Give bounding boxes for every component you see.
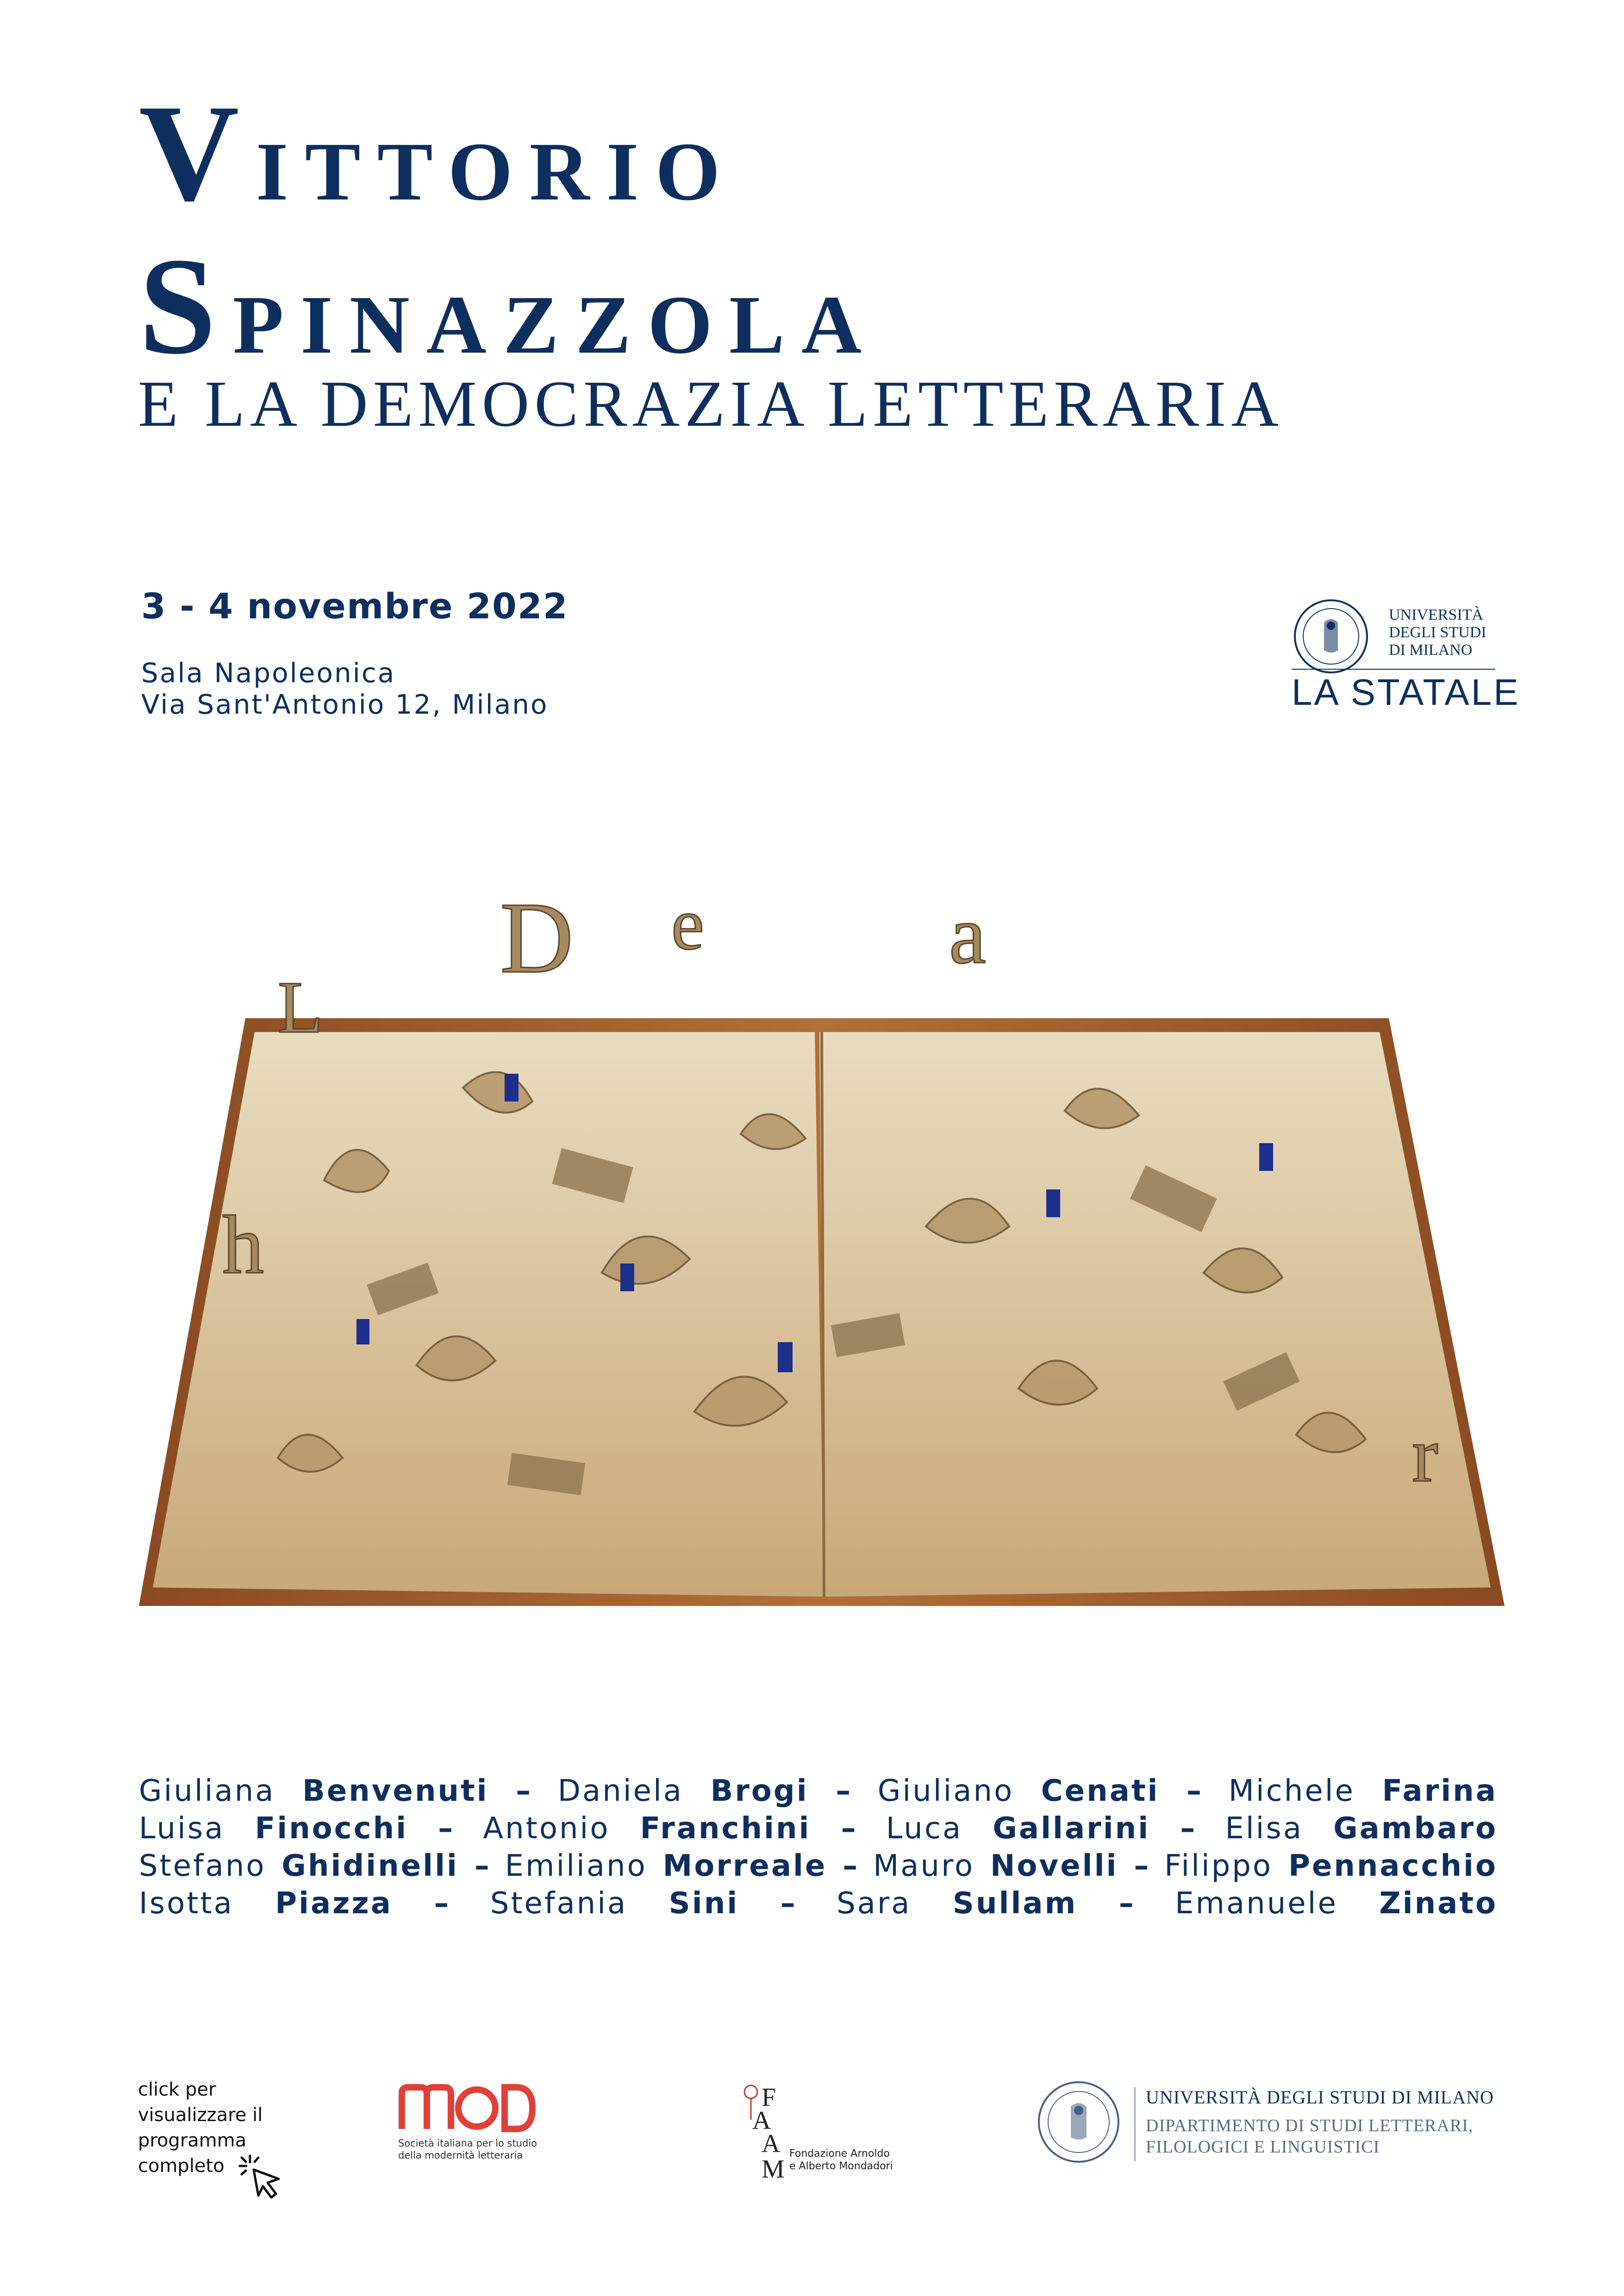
- speaker-last-name: Pennacchio: [1288, 1849, 1498, 1883]
- speaker-last-name: Gambaro: [1333, 1811, 1498, 1846]
- speaker-last-name: Finocchi: [255, 1811, 408, 1846]
- speaker-last-name: Piazza: [275, 1886, 393, 1921]
- speaker-last-name: Gallarini: [993, 1811, 1150, 1846]
- mod-caption-line: della modernità letteraria: [398, 2150, 523, 2161]
- svg-text:r: r: [1412, 1411, 1438, 1498]
- event-location: [141, 657, 549, 720]
- speaker-first-name: Stefania: [490, 1886, 628, 1921]
- speaker-separator: –: [474, 1849, 489, 1883]
- department-divider: [1134, 2087, 1136, 2161]
- speaker-first-name: Luisa: [139, 1811, 225, 1846]
- speaker-separator: –: [1180, 1811, 1195, 1846]
- speaker-separator: –: [843, 1849, 858, 1883]
- speaker-last-name: Morreale: [662, 1849, 827, 1883]
- speaker-last-name: Benvenuti: [302, 1774, 489, 1808]
- speaker-last-name: Cenati: [1041, 1774, 1160, 1808]
- speaker-last-name: Ghidinelli: [281, 1849, 459, 1883]
- svg-text:D: D: [500, 881, 574, 994]
- cursor-click-icon[interactable]: [236, 2152, 287, 2203]
- speaker-last-name: Sullam: [952, 1886, 1078, 1921]
- mod-caption-line: Società italiana per lo studio: [398, 2138, 537, 2149]
- mod-logo[interactable]: [398, 2083, 593, 2175]
- title-initial-s: S: [139, 229, 233, 383]
- speaker-last-name: Sini: [668, 1886, 739, 1921]
- svg-text:e: e: [671, 883, 705, 965]
- paper-book-sculpture-image: [139, 856, 1505, 1620]
- speaker-first-name: Isotta: [139, 1886, 234, 1921]
- program-link-line[interactable]: programma: [138, 2130, 247, 2151]
- speaker-separator: –: [841, 1811, 856, 1846]
- speaker-first-name: Elisa: [1225, 1811, 1303, 1846]
- venue-name: Sala Napoleonica: [141, 657, 396, 689]
- department-logo[interactable]: [1035, 2078, 1507, 2171]
- svg-text:M: M: [762, 2155, 785, 2184]
- department-seal-icon: [1035, 2078, 1123, 2166]
- speakers-row: [139, 1885, 1498, 1923]
- svg-text:A: A: [762, 2129, 781, 2158]
- speaker-first-name: Luca: [886, 1811, 963, 1846]
- title-rest-pinazzola: PINAZZOLA: [232, 279, 879, 371]
- poster-title: [139, 76, 879, 392]
- faam-logo[interactable]: [741, 2078, 898, 2184]
- speaker-first-name: Daniela: [557, 1774, 683, 1808]
- speaker-first-name: Michele: [1228, 1774, 1355, 1808]
- faam-caption: [789, 2147, 893, 2172]
- speaker-first-name: Emiliano: [505, 1849, 647, 1883]
- department-university-name: UNIVERSITÀ DEGLI STUDI DI MILANO: [1146, 2087, 1494, 2108]
- speaker-separator: –: [438, 1811, 453, 1846]
- speakers-row: [139, 1848, 1498, 1885]
- program-link-line[interactable]: click per: [138, 2079, 216, 2100]
- speaker-first-name: Giuliano: [877, 1774, 1014, 1808]
- speaker-last-name: Farina: [1382, 1774, 1498, 1808]
- department-name-line: DIPARTIMENTO DI STUDI LETTERARI,: [1146, 2116, 1474, 2135]
- speaker-first-name: Mauro: [873, 1849, 975, 1883]
- speaker-separator: –: [1134, 1849, 1149, 1883]
- speakers-row: [139, 1773, 1498, 1810]
- speaker-separator: –: [836, 1774, 851, 1808]
- title-rest-ittorio: ITTORIO: [256, 125, 737, 218]
- department-name: [1146, 2115, 1473, 2158]
- title-line-first-name: [139, 76, 878, 239]
- speaker-first-name: Stefano: [139, 1849, 266, 1883]
- poster-subtitle: E LA DEMOCRAZIA LETTERARIA: [138, 367, 1284, 440]
- event-date: 3 - 4 novembre 2022: [141, 585, 568, 627]
- speaker-separator: –: [434, 1886, 449, 1921]
- svg-text:L: L: [278, 966, 323, 1048]
- svg-text:a: a: [949, 889, 986, 981]
- statale-university-name: UNIVERSITÀ DEGLI STUDI DI MILANO: [1389, 606, 1487, 659]
- title-initial-v: V: [139, 76, 256, 230]
- speakers-list: [139, 1773, 1498, 1923]
- speaker-separator: –: [780, 1886, 795, 1921]
- speaker-last-name: Brogi: [710, 1774, 809, 1808]
- faam-caption-line: e Alberto Mondadori: [789, 2160, 893, 2172]
- speakers-row: [139, 1810, 1498, 1848]
- speaker-separator: –: [1118, 1886, 1134, 1921]
- speaker-first-name: Sara: [837, 1886, 912, 1921]
- speaker-first-name: Antonio: [483, 1811, 610, 1846]
- speaker-last-name: Zinato: [1379, 1886, 1498, 1921]
- statale-tagline: LA STATALE: [1292, 672, 1520, 713]
- speaker-separator: –: [1187, 1774, 1202, 1808]
- speaker-first-name: Giuliana: [139, 1774, 275, 1808]
- statale-divider: [1292, 669, 1495, 670]
- speaker-last-name: Franchini: [640, 1811, 811, 1846]
- speaker-first-name: Emanuele: [1175, 1886, 1338, 1921]
- department-name-line: FILOLOGICI E LINGUISTICI: [1146, 2137, 1380, 2157]
- faam-logo-mark-icon: [741, 2078, 792, 2184]
- speaker-separator: –: [516, 1774, 531, 1808]
- mod-caption: [398, 2137, 537, 2161]
- speaker-first-name: Filippo: [1164, 1849, 1273, 1883]
- speaker-last-name: Novelli: [990, 1849, 1118, 1883]
- program-link-line[interactable]: completo: [138, 2155, 225, 2177]
- faam-caption-line: Fondazione Arnoldo: [789, 2148, 890, 2159]
- university-seal-icon: [1292, 597, 1370, 676]
- program-link-line[interactable]: visualizzare il: [138, 2104, 263, 2126]
- venue-address: Via Sant'Antonio 12, Milano: [141, 689, 549, 720]
- svg-text:F: F: [762, 2083, 776, 2112]
- svg-text:A: A: [752, 2106, 771, 2135]
- mod-logo-mark-icon: [398, 2083, 537, 2134]
- la-statale-logo[interactable]: [1292, 597, 1520, 717]
- svg-text:h: h: [222, 1199, 264, 1291]
